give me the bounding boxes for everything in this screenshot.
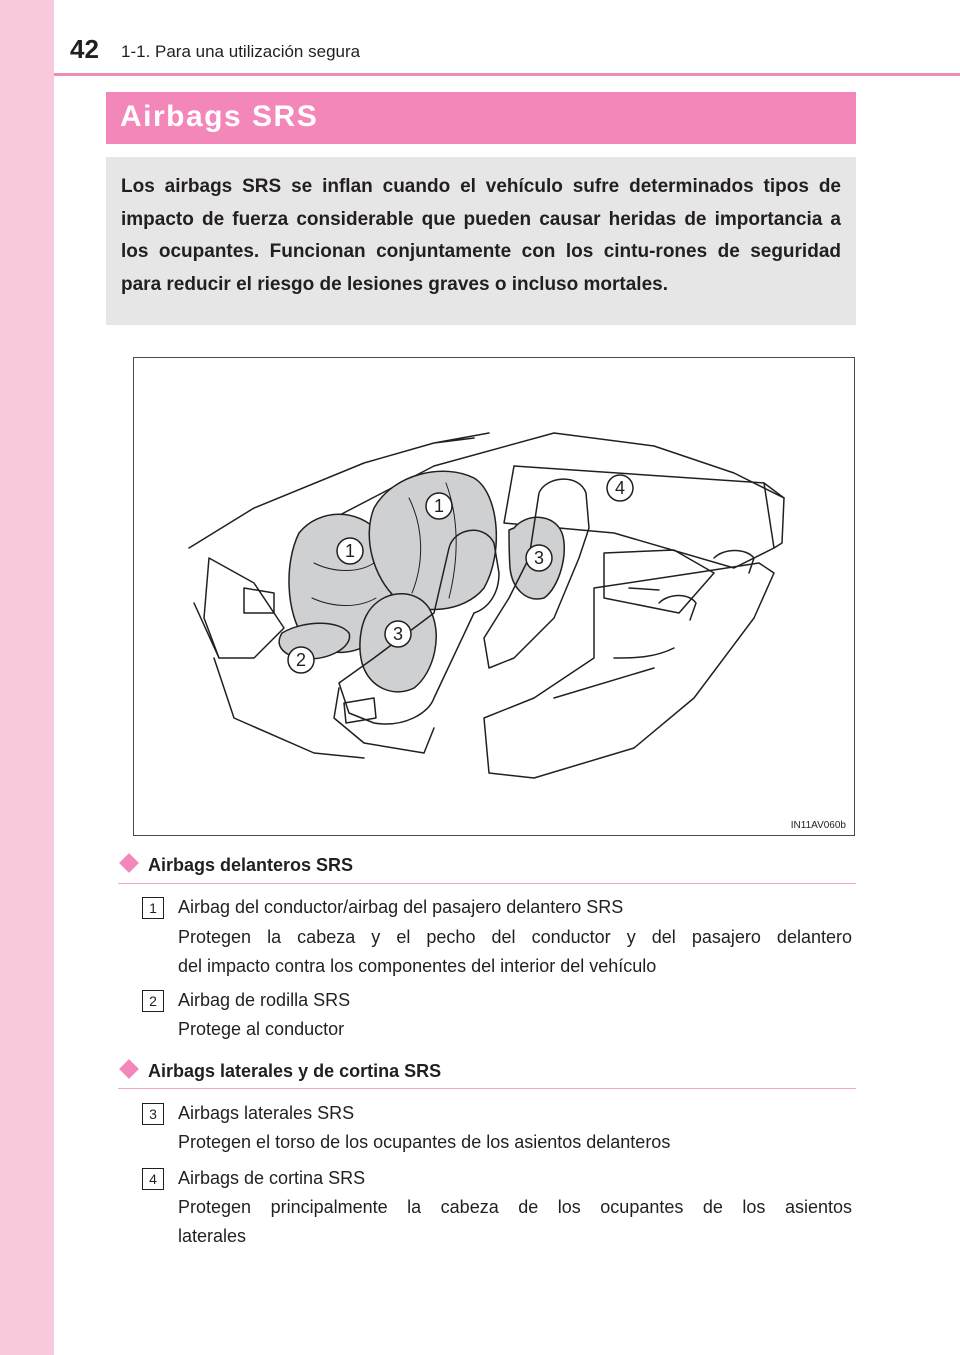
item-1-desc-line-1: Protegen la cabeza y el pecho del conductor y del pasajero delantero xyxy=(178,927,852,947)
item-number-1: 1 xyxy=(142,897,164,919)
item-number-2: 2 xyxy=(142,990,164,1012)
item-2-desc-line-1: Protege al conductor xyxy=(178,1019,345,1039)
callout-1: 1 xyxy=(344,541,356,561)
item-1-desc-line-2: del impacto contra los componentes del interior del vehículo xyxy=(178,956,657,976)
diamond-icon xyxy=(119,853,139,873)
item-3-desc-line-1: Protegen el torso de los ocupantes de los asientos delanteros xyxy=(178,1132,671,1152)
passenger-airbag xyxy=(369,471,496,609)
item-4-title: Airbags de cortina SRS xyxy=(178,1168,366,1188)
page-title: Airbags SRS xyxy=(120,100,319,133)
item-3-title: Airbags laterales SRS xyxy=(178,1103,355,1123)
item-number-3: 3 xyxy=(142,1103,164,1125)
callout-4: 4 xyxy=(614,478,626,498)
callout-3b: 3 xyxy=(533,548,545,568)
header-rule xyxy=(54,73,960,76)
title-bar xyxy=(106,92,856,144)
item-number-4: 4 xyxy=(142,1168,164,1190)
airbag-illustration xyxy=(133,357,855,836)
subheading-rule xyxy=(118,883,856,884)
callout-3: 3 xyxy=(392,624,404,644)
subheading-frontal xyxy=(118,855,353,876)
figure-code: IN11AV060b xyxy=(790,820,846,831)
callout-1b: 1 xyxy=(433,496,445,516)
item-4-desc-line-1: Protegen principalmente la cabeza de los ocupantes de los asientos xyxy=(178,1197,852,1217)
intro-text: Los airbags SRS se inflan cuando el vehículo sufre determinados tipos de impacto de fuerza considerable que pueden causar heridas de importancia a los ocupantes. Funcionan conjuntamente con los cintu-rones de seguridad para reducir el riesgo de lesiones graves o incluso mortales. xyxy=(121,176,841,295)
section-title: 1-1. Para una utilización segura xyxy=(121,42,361,61)
item-2-title: Airbag de rodilla SRS xyxy=(178,990,351,1010)
callout-2: 2 xyxy=(295,650,307,670)
intro-box xyxy=(106,157,856,325)
side-band xyxy=(0,0,54,1355)
page-number: 42 xyxy=(70,34,99,64)
diamond-icon xyxy=(119,1059,139,1079)
item-4-desc-line-2: laterales xyxy=(178,1226,247,1246)
subheading-frontal-text: Airbags delanteros SRS xyxy=(148,855,354,875)
car-interior-drawing xyxy=(134,358,854,835)
subheading-side-curtain-text: Airbags laterales y de cortina SRS xyxy=(148,1061,442,1081)
subheading-side-curtain xyxy=(118,1061,441,1082)
subheading-rule xyxy=(118,1088,856,1089)
item-1-title: Airbag del conductor/airbag del pasajero delantero SRS xyxy=(178,897,624,917)
